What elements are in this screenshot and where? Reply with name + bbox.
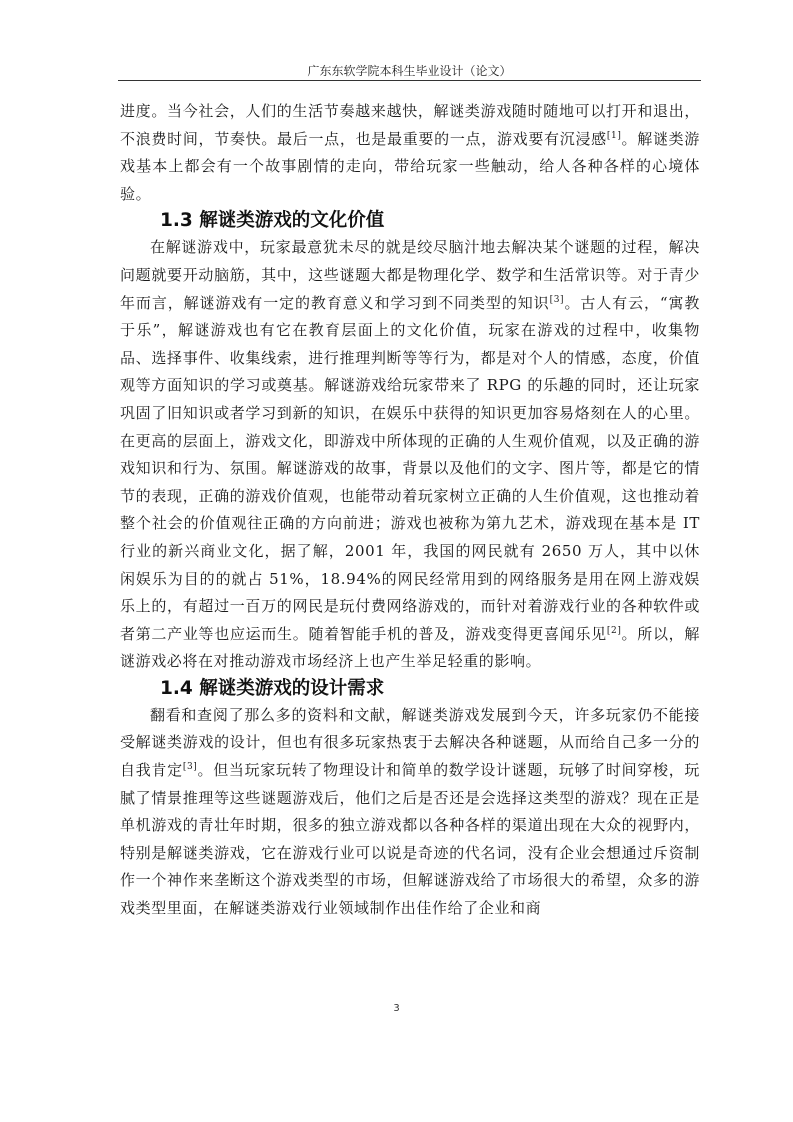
running-header: 广东东软学院本科生毕业设计（论文）	[307, 64, 512, 78]
intro-text-1: 进度。当今社会，人们的生活节奏越来越快，解谜类游戏随时随地可以打开和退出，不浪费时间，节奏快。最后一点，也是最重要的一点，游戏要有沉浸感	[120, 102, 700, 148]
section-1-3-paragraph	[120, 234, 700, 676]
section-1-3-text-2: 。古人有云，“寓教于乐”，解谜游戏也有它在教育层面上的文化价值，玩家在游戏的过程中，收集物品、选择事件、收集线索，进行推理判断等等行为，都是对个人的情感，态度，价值观等方面知识的学习或奠基。解谜游戏给玩家带来了 RPG 的乐趣的同时，还让玩家巩固了旧知识或者学习到新的知识，在娱乐中获得的知识更加容易烙刻在人的心里。在更高的层面上，游戏文化，即游戏中所体现的正确的人生观价值观，以及正确的游戏知识和行为、氛围。解谜游戏的故事，背景以及他们的文字、图片等，都是它的情节的表现，正确的游戏价值观，也能带动着玩家树立正确的人生价值观，这也推动着整个社会的价值观往正确的方向前进；游戏也被称为第九艺术，游戏现在基本是 IT 行业的新兴商业文化，据了解，2001 年，我国的网民就有 2650 万人，其中以休闲娱乐为目的的就占 51%，18.94%的网民经常用到的网络服务是用在网上游戏娱乐上的，有超过一百万的网民是玩付费网络游戏的，而针对着游戏行业的各种软件或者第二产业等也应运而生。随着智能手机的普及，游戏变得更喜闻乐见	[120, 293, 700, 643]
section-1-4-text-2: 。但当玩家玩转了物理设计和简单的数学设计谜题，玩够了时间穿梭，玩腻了情景推理等这些谜题游戏后，他们之后是否还是会选择这类型的游戏？现在正是单机游戏的青壮年时期，很多的独立游戏都以各种各样的渠道出现在大众的视野内，特别是解谜类游戏，它在游戏行业可以说是奇迹的代名词，没有企业会想通过斥资制作一个神作来垄断这个游戏类型的市场，但解谜游戏给了市场很大的希望，众多的游戏类型里面，在解谜类游戏行业领域制作出佳作给了企业和商	[120, 761, 700, 918]
header-divider	[118, 80, 701, 81]
page-number: 3	[393, 1003, 400, 1014]
citation-ref: [2]	[606, 625, 622, 636]
citation-ref: [3]	[182, 762, 198, 773]
section-1-4-paragraph	[120, 702, 700, 923]
page-body	[120, 98, 700, 923]
section-1-4-text-1: 翻看和查阅了那么多的资料和文献，解谜类游戏发展到今天，许多玩家仍不能接受解谜类游戏的设计，但也有很多玩家热衷于去解决各种谜题，从而给自己多一分的自我肯定	[120, 705, 700, 780]
citation-ref: [1]	[606, 130, 622, 141]
section-heading-1-3: 1.3 解谜类游戏的文化价值	[160, 210, 385, 232]
intro-text-2: 。解谜类游戏基本上都会有一个故事剧情的走向，带给玩家一些触动，给人各种各样的心境体验。	[120, 129, 700, 203]
section-1-3-text-3: 。所以，解谜游戏必将在对推动游戏市场经济上也产生举足轻重的影响。	[120, 624, 700, 671]
section-heading-1-4: 1.4 解谜类游戏的设计需求	[160, 677, 385, 699]
intro-paragraph	[120, 98, 700, 208]
citation-ref: [3]	[549, 294, 565, 305]
section-1-3-text-1: 在解谜游戏中，玩家最意犹未尽的就是绞尽脑汁地去解决某个谜题的过程，解决问题就要开动脑筋，其中，这些谜题大都是物理化学、数学和生活常识等。对于青少年而言，解谜游戏有一定的教育意义和学习到不同类型的知识	[120, 238, 700, 312]
